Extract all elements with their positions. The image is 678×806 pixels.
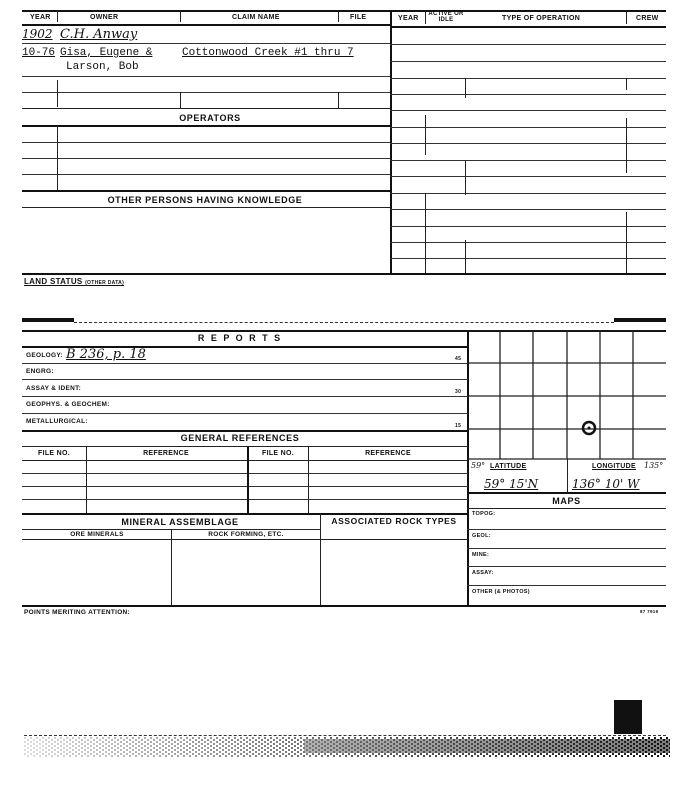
scan-artifact-smear bbox=[24, 737, 670, 767]
report-label-geology: GEOLOGY: bbox=[26, 352, 63, 359]
col-header-owner: OWNER bbox=[90, 14, 119, 21]
reports-title: R E P O R T S bbox=[197, 333, 283, 343]
land-status-title: LAND STATUS bbox=[24, 277, 83, 286]
report-tick-30: 30 bbox=[455, 389, 462, 395]
owner-row-2-owner: Gisa, Eugene & bbox=[60, 47, 153, 59]
location-grid bbox=[467, 330, 667, 460]
scan-artifact-line bbox=[24, 735, 666, 736]
mineral-assemblage-title: MINERAL ASSEMBLAGE bbox=[121, 517, 239, 527]
longitude-label: LONGITUDE bbox=[592, 463, 636, 470]
ref-col-reference-2: REFERENCE bbox=[365, 450, 411, 457]
other-persons-title: OTHER PERSONS HAVING KNOWLEDGE bbox=[107, 195, 303, 205]
op-col-header-crew: CREW bbox=[636, 15, 659, 22]
report-label-engrg: ENGRG: bbox=[26, 368, 54, 375]
lon-degree-tick: 135° bbox=[644, 461, 664, 470]
owner-row-2-claim-name: Cottonwood Creek #1 thru 7 bbox=[182, 47, 354, 59]
maps-title: MAPS bbox=[552, 496, 581, 506]
ref-col-reference-1: REFERENCE bbox=[143, 450, 189, 457]
owner-row-2-owner-line2: Larson, Bob bbox=[66, 61, 139, 73]
op-col-header-year: YEAR bbox=[398, 15, 419, 22]
owner-row-2-year: 10-76 bbox=[22, 47, 56, 59]
latitude-label: LATITUDE bbox=[490, 463, 527, 470]
report-value-geology: B 236, p. 18 bbox=[66, 347, 146, 362]
points-meriting-attention-label: POINTS MERITING ATTENTION: bbox=[24, 609, 131, 616]
land-status-subtitle: (OTHER DATA) bbox=[85, 280, 125, 286]
report-label-assay: ASSAY & IDENT: bbox=[26, 385, 82, 392]
col-header-year: YEAR bbox=[30, 14, 51, 21]
op-col-header-type: TYPE OF OPERATION bbox=[502, 15, 581, 22]
ref-col-file-no-1: FILE NO. bbox=[38, 450, 70, 457]
maps-mine: MINE: bbox=[472, 552, 490, 558]
scan-artifact-block bbox=[614, 700, 642, 734]
ore-minerals-header: ORE MINERALS bbox=[70, 531, 124, 538]
land-status-label bbox=[24, 277, 124, 286]
scan-artifact bbox=[614, 318, 666, 322]
scan-artifact bbox=[22, 318, 74, 322]
rock-forming-header: ROCK FORMING, ETC. bbox=[208, 531, 284, 538]
associated-rock-types-title: ASSOCIATED ROCK TYPES bbox=[331, 516, 457, 526]
owner-row-1-owner: C.H. Anway bbox=[60, 27, 138, 42]
latitude-value: 59° 15'N bbox=[484, 477, 539, 491]
owner-row-1-year: 1902 bbox=[22, 27, 53, 41]
report-label-geophys: GEOPHYS. & GEOCHEM: bbox=[26, 401, 110, 408]
maps-topog: TOPOG: bbox=[472, 511, 496, 517]
report-tick-15: 15 bbox=[455, 423, 462, 429]
longitude-value: 136° 10' W bbox=[572, 477, 640, 491]
form-number: 87 7919 bbox=[640, 609, 659, 614]
col-header-claim-name: CLAIM NAME bbox=[232, 14, 280, 21]
report-tick-45: 45 bbox=[455, 356, 462, 362]
general-references-title: GENERAL REFERENCES bbox=[180, 433, 300, 443]
op-col-header-active-or-idle: ACTIVE OR IDLE bbox=[428, 11, 464, 23]
maps-other-photos: OTHER (& PHOTOS) bbox=[472, 589, 530, 595]
operators-title: OPERATORS bbox=[179, 113, 241, 123]
ref-col-file-no-2: FILE NO. bbox=[262, 450, 294, 457]
report-label-metallurgical: METALLURGICAL: bbox=[26, 418, 88, 425]
maps-geol: GEOL: bbox=[472, 533, 491, 539]
maps-assay: ASSAY: bbox=[472, 570, 494, 576]
col-header-file: FILE bbox=[350, 14, 367, 21]
divider bbox=[22, 10, 392, 12]
lat-degree-tick: 59° bbox=[471, 461, 486, 470]
location-marker-icon bbox=[583, 422, 595, 434]
